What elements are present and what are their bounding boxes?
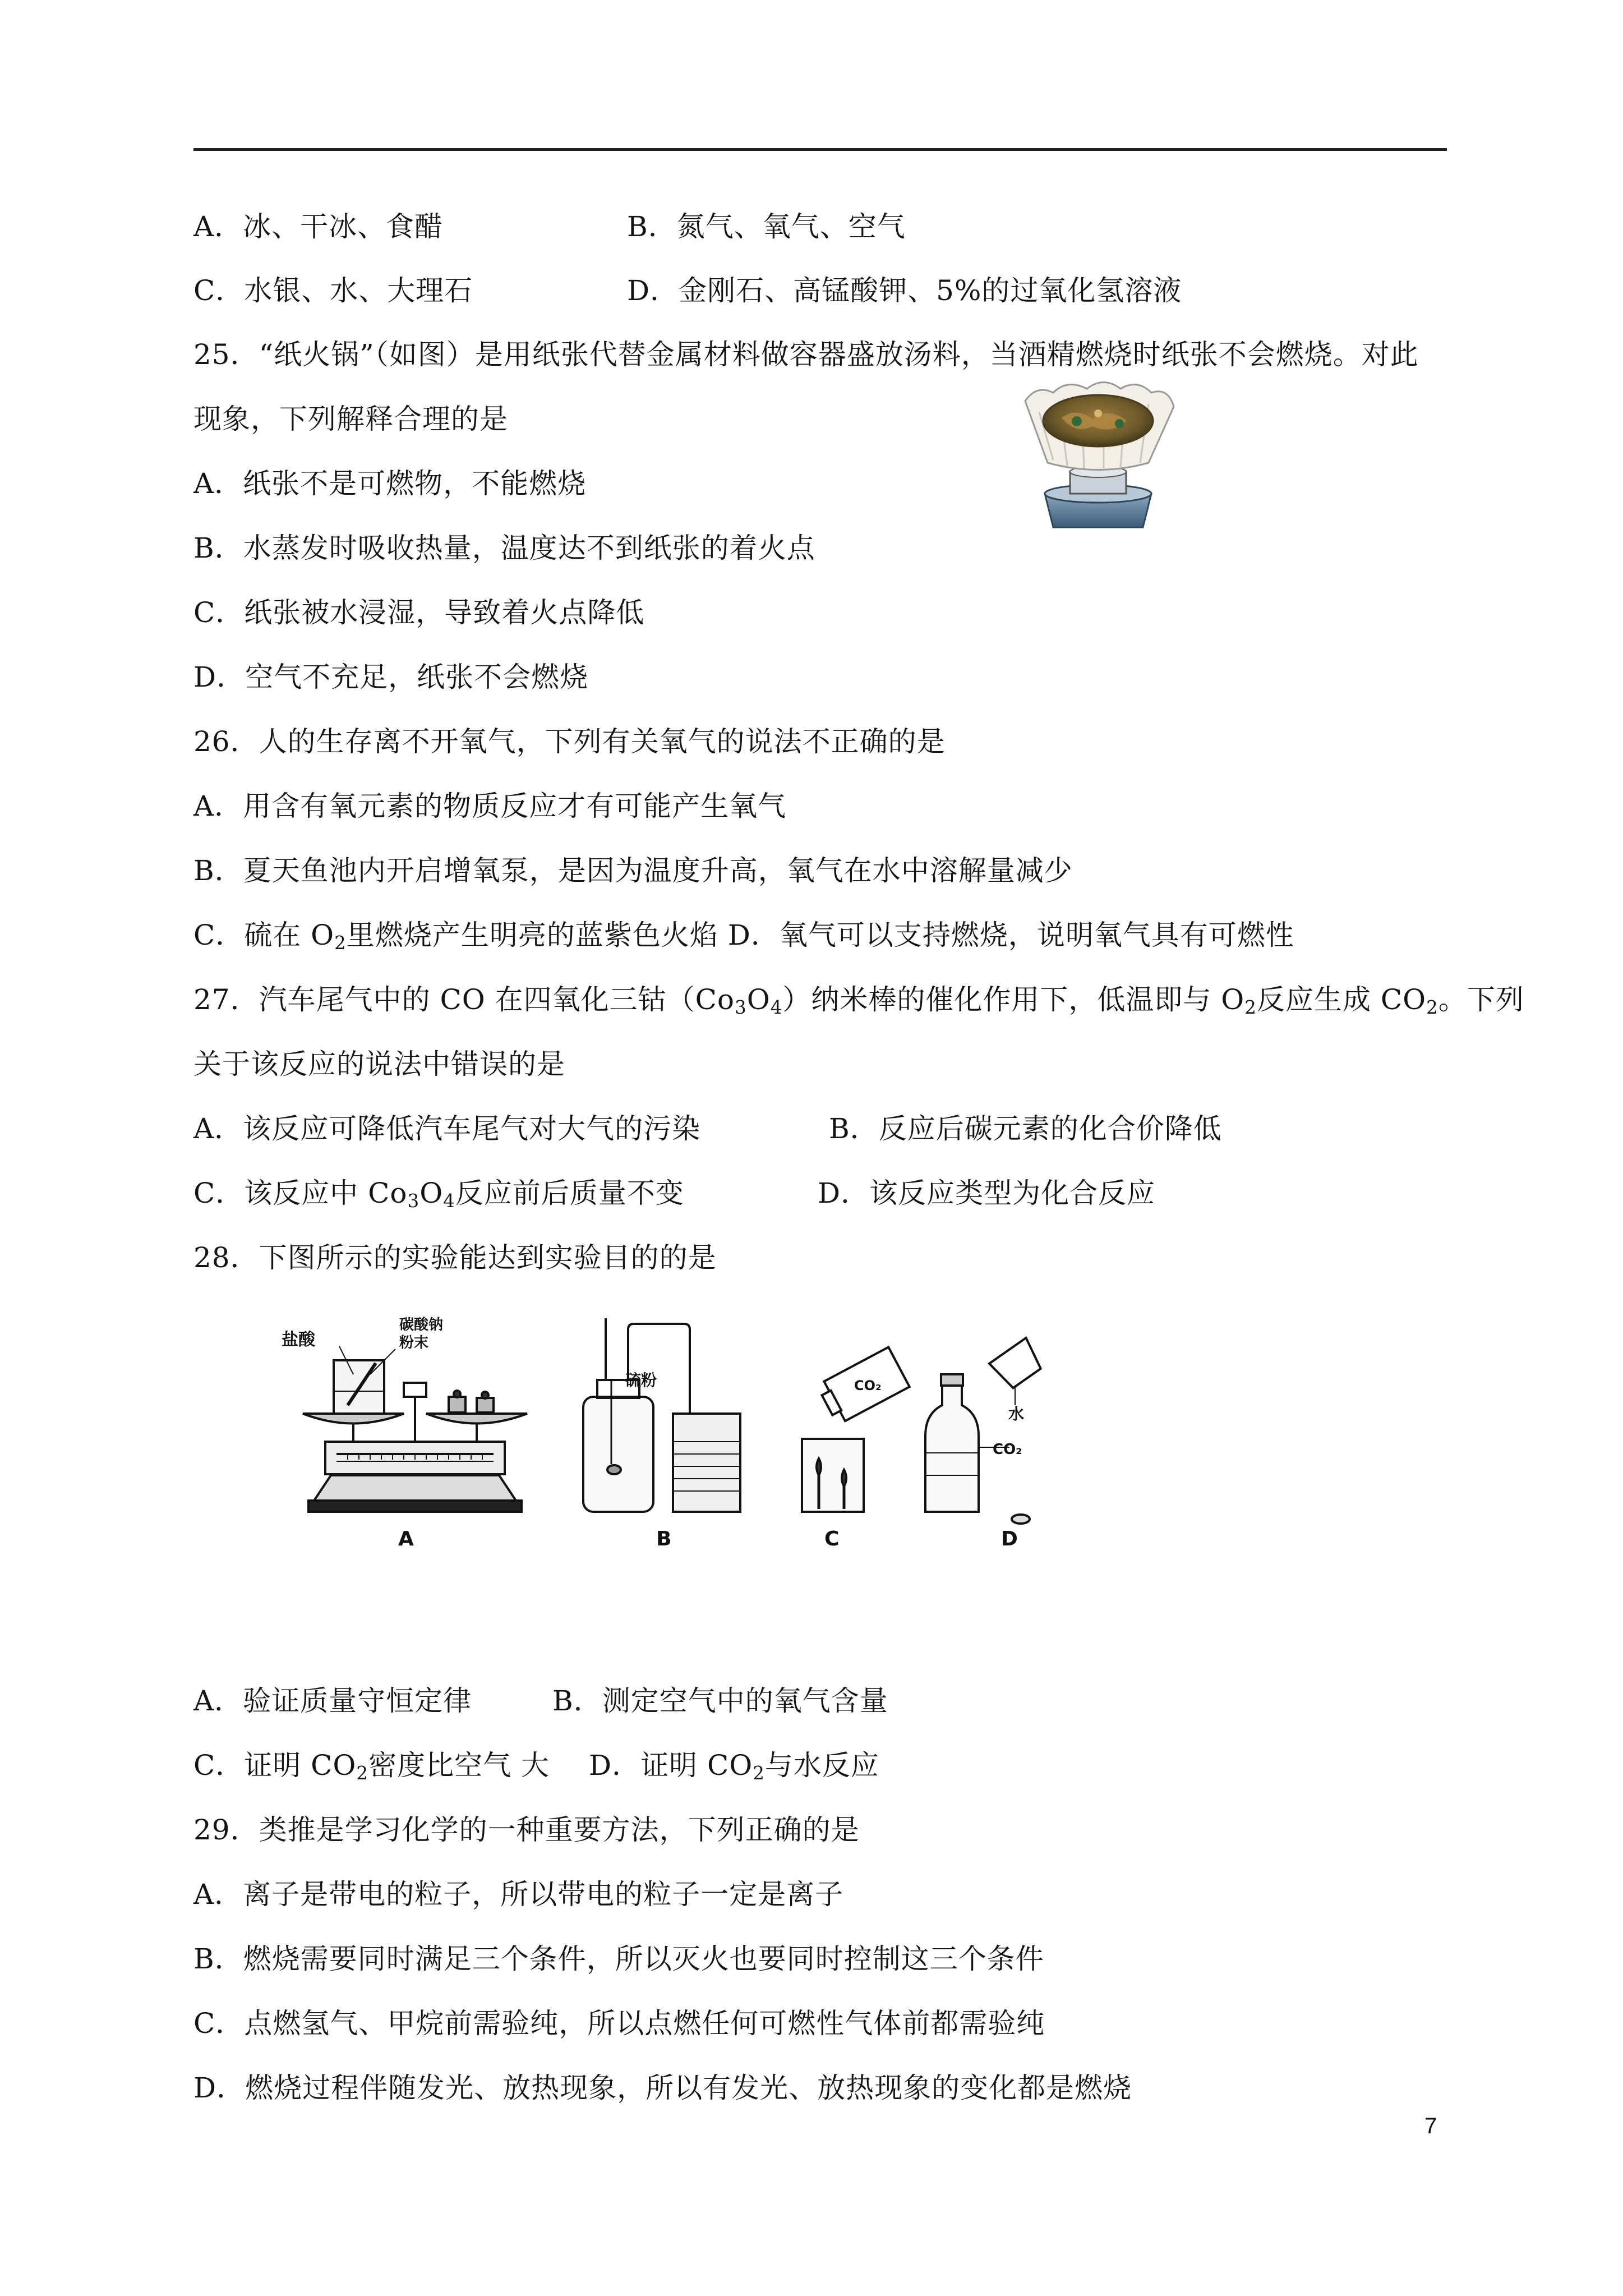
q27-option-a: A．该反应可降低汽车尾气对大气的污染 [193, 1112, 701, 1145]
q25-stem-line2: 现象，下列解释合理的是 [193, 403, 508, 435]
figure-c-apparatus [802, 1347, 910, 1512]
page-number: 7 [1424, 2114, 1437, 2138]
label-sulfur: 硫粉 [625, 1371, 657, 1389]
figure-label-d: D [1001, 1527, 1018, 1550]
q24-option-c: C．水银、水、大理石 [193, 274, 473, 307]
paper-hotpot-image [1014, 367, 1182, 536]
q29-stem: 29．类推是学习化学的一种重要方法，下列正确的是 [193, 1814, 860, 1846]
q29-option-d: D．燃烧过程伴随发光、放热现象，所以有发光、放热现象的变化都是燃烧 [193, 2072, 1132, 2104]
q28-option-b: B．测定空气中的氧气含量 [552, 1685, 888, 1717]
q29-option-c: C．点燃氢气、甲烷前需验纯，所以点燃任何可燃性气体前都需验纯 [193, 2007, 1045, 2040]
q24-option-d: D．金刚石、高锰酸钾、5%的过氧化氢溶液 [627, 274, 1182, 307]
q26-option-c-d: C．硫在 $O_2$里燃烧产生明亮的蓝紫色火焰 D．氧气可以支持燃烧，说明氧气具有可燃性 [193, 919, 1294, 954]
figure-label-c: C [824, 1527, 840, 1550]
figure-a-balance [303, 1346, 527, 1512]
label-co2-c: CO₂ [854, 1378, 882, 1393]
q28-option-d: D．证明 $CO_2$与水反应 [589, 1749, 879, 1784]
q25-stem-line1: 25．“纸火锅”（如图）是用纸张代替金属材料做容器盛放汤料，当酒精燃烧时纸张不会燃烧。对此 [193, 338, 1419, 371]
header-rule [193, 148, 1447, 151]
label-na2co3-line1: 碳酸钠 [399, 1317, 444, 1333]
q26-stem: 26．人的生存离不开氧气，下列有关氧气的说法不正确的是 [193, 725, 946, 758]
q27-stem-line1: 27．汽车尾气中的 CO 在四氧化三钴$(Co_3O_4)$纳米棒的催化作用下，低温即与 $O_2$反应生成 $CO_2$。下列 [193, 983, 1524, 1019]
label-hcl: 盐酸 [282, 1330, 315, 1350]
figure-b-apparatus [583, 1318, 740, 1512]
q24-option-a: A．冰、干冰、食醋 [193, 210, 444, 243]
q29-option-a: A．离子是带电的粒子，所以带电的粒子一定是离子 [193, 1878, 844, 1911]
q28-stem: 28．下图所示的实验能达到实验目的的是 [193, 1241, 717, 1274]
q27-option-d: D．该反应类型为化合反应 [818, 1177, 1156, 1209]
q25-option-b: B．水蒸发时吸收热量，温度达不到纸张的着火点 [193, 532, 815, 564]
q25-option-c: C．纸张被水浸湿，导致着火点降低 [193, 596, 645, 629]
q27-option-c: C．该反应中 $Co_3O_4$反应前后质量不变 [193, 1177, 684, 1212]
q28-experiment-figure [269, 1307, 1099, 1554]
label-co2-d: CO₂ [993, 1441, 1022, 1458]
q26-option-b: B．夏天鱼池内开启增氧泵，是因为温度升高，氧气在水中溶解量减少 [193, 854, 1073, 887]
q27-stem-line2: 关于该反应的说法中错误的是 [193, 1048, 565, 1080]
label-water: 水 [1008, 1405, 1025, 1423]
label-na2co3-line2: 粉末 [399, 1335, 429, 1351]
q25-option-d: D．空气不充足，纸张不会燃烧 [193, 661, 589, 693]
q29-option-b: B．燃烧需要同时满足三个条件，所以灭火也要同时控制这三个条件 [193, 1943, 1044, 1975]
figure-d-apparatus [925, 1338, 1045, 1524]
q28-option-a: A．验证质量守恒定律 [193, 1685, 472, 1717]
q24-option-b: B．氮气、氧气、空气 [627, 210, 906, 243]
figure-label-a: A [398, 1527, 414, 1550]
q25-option-a: A．纸张不是可燃物，不能燃烧 [193, 467, 587, 500]
q27-option-b: B．反应后碳元素的化合价降低 [829, 1112, 1222, 1145]
figure-label-b: B [656, 1527, 672, 1550]
q28-option-c: C．证明 $CO_2$密度比空气 大 [193, 1749, 550, 1784]
q26-option-a: A．用含有氧元素的物质反应才有可能产生氧气 [193, 790, 787, 822]
